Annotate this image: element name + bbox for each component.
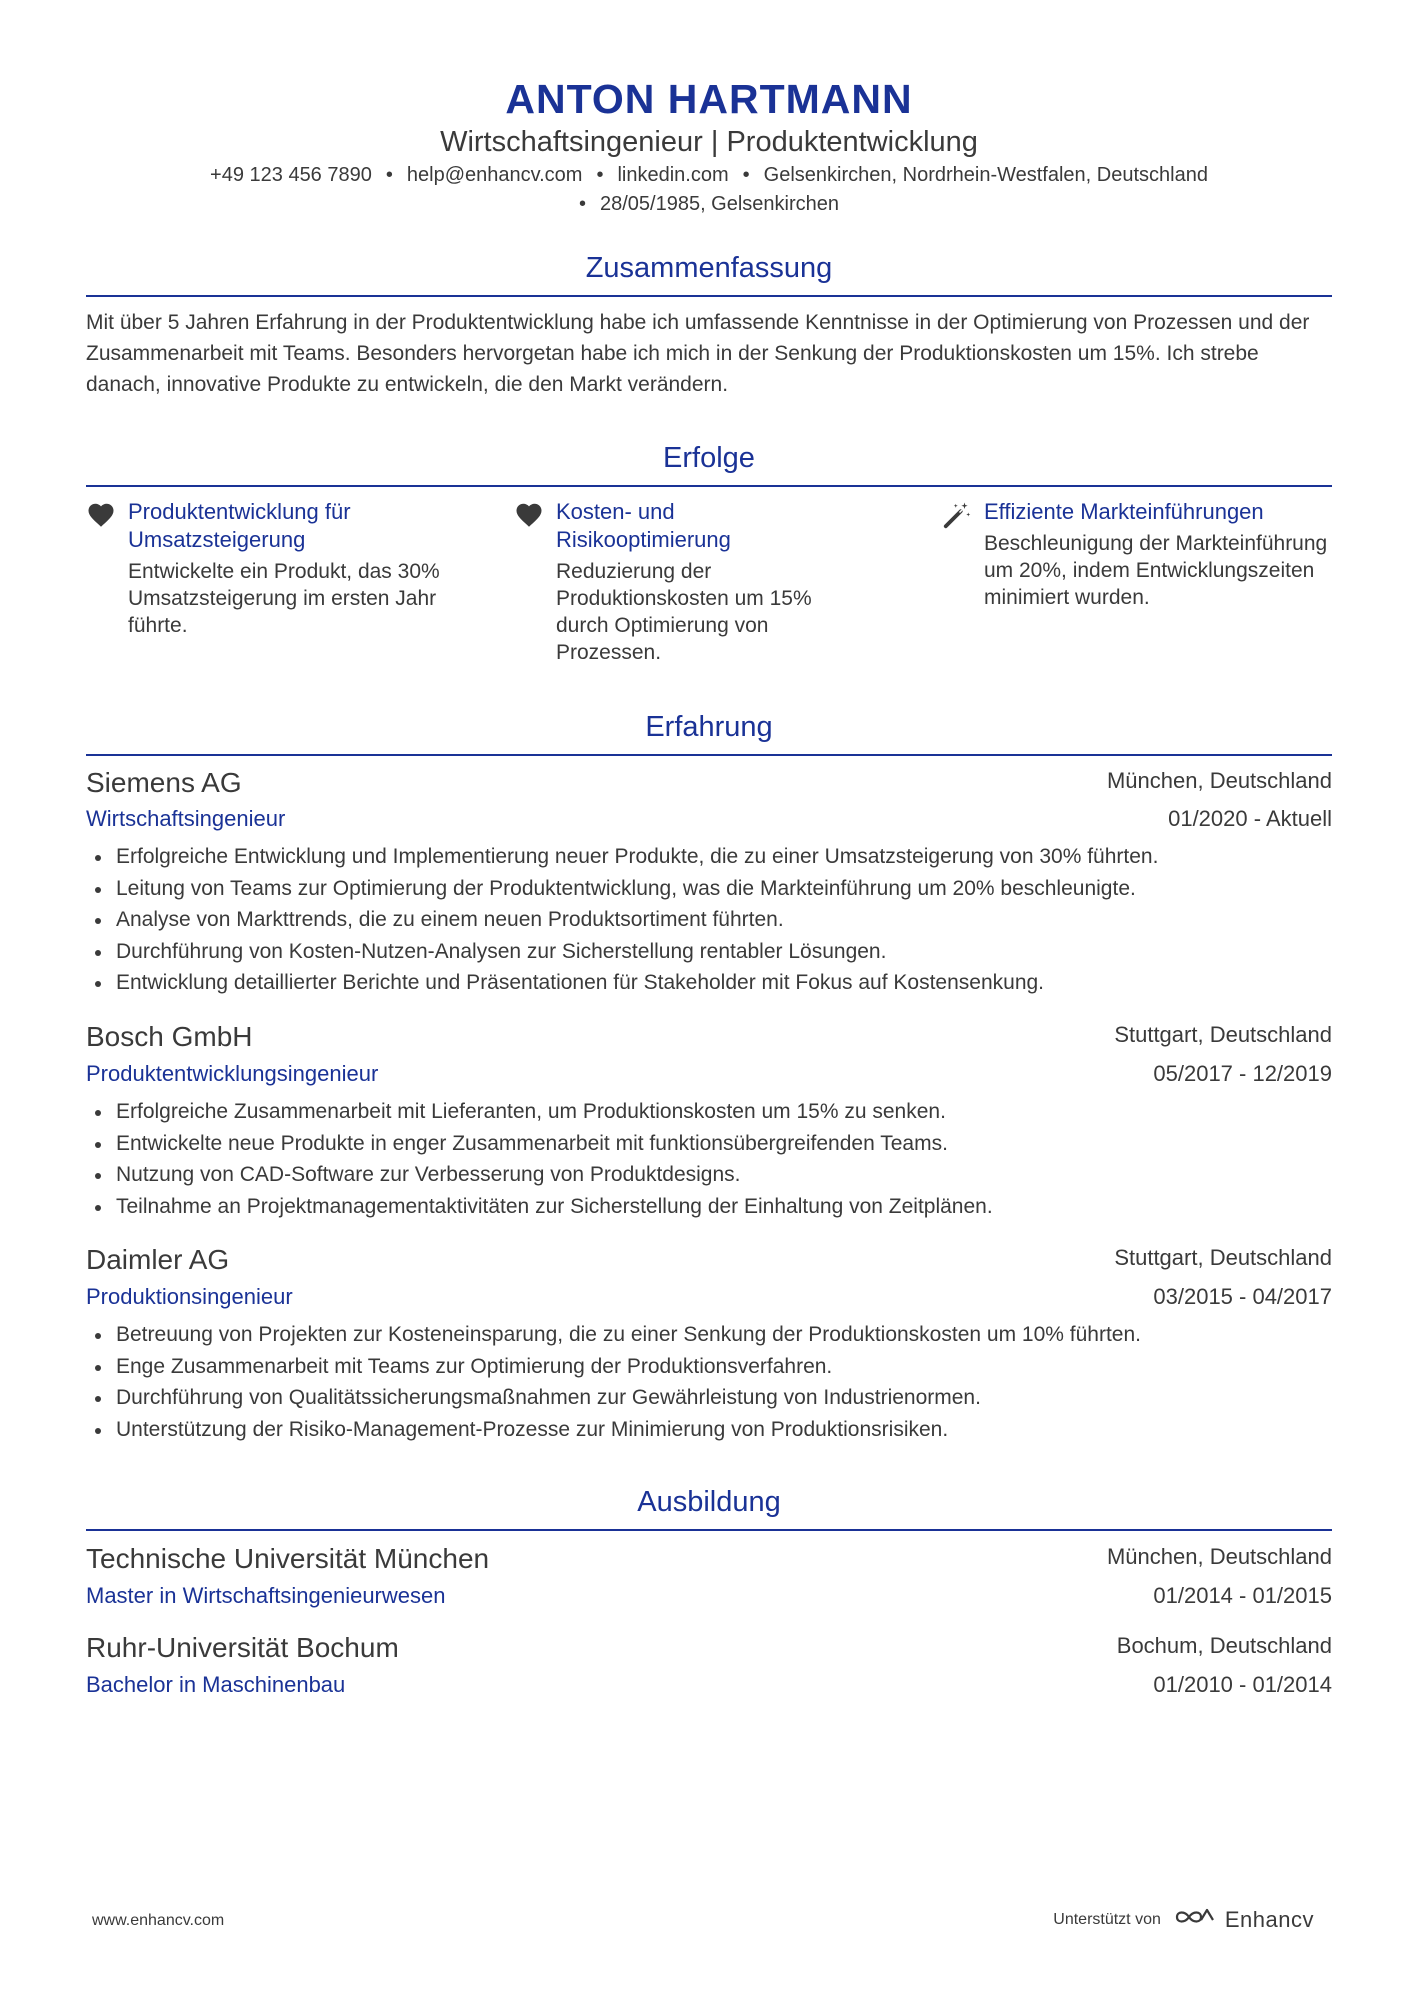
location-text: Gelsenkirchen, Nordrhein-Westfalen, Deutschland bbox=[763, 164, 1208, 186]
candidate-name: ANTON HARTMANN bbox=[505, 76, 913, 122]
job-bullet: Analyse von Markttrends, die zu einem neuen Produktsortiment führten. bbox=[86, 904, 1332, 936]
job-bullets bbox=[86, 1096, 1332, 1222]
job-bullet: Teilnahme an Projektmanagementaktivitäten zur Sicherstellung der Einhaltung von Zeitplänen. bbox=[86, 1191, 1332, 1223]
job-bullets bbox=[86, 1319, 1332, 1445]
heart-icon bbox=[86, 500, 116, 530]
achievement-item bbox=[514, 498, 914, 666]
job-bullet: Nutzung von CAD-Software zur Verbesserung von Produktdesigns. bbox=[86, 1159, 1332, 1191]
job-bullet: Erfolgreiche Entwicklung und Implementierung neuer Produkte, die zu einer Umsatzsteigerung von 30% führten. bbox=[86, 841, 1332, 873]
job-dates: 03/2015 - 04/2017 bbox=[1153, 1284, 1332, 1309]
summary-text: Mit über 5 Jahren Erfahrung in der Produktentwicklung habe ich umfassende Kenntnisse in der Optimierung von Prozessen und der Zusammenarbeit mit Teams. Besonders hervorgetan habe ich mich in der Senkung der Produktionskosten um 15%. Ich strebe danach, innovative Produkte zu entwickeln, die den Markt verändern. bbox=[86, 311, 1310, 396]
job-bullet: Entwicklung detaillierter Berichte und Präsentationen für Stakeholder mit Fokus auf Kostensenkung. bbox=[86, 967, 1332, 999]
footer-branding bbox=[1053, 1906, 1314, 1933]
company-name: Siemens AG bbox=[86, 767, 242, 798]
achievement-title: Produktentwicklung für Umsatzsteigerung bbox=[128, 499, 351, 552]
job-bullets bbox=[86, 841, 1332, 999]
achievement-desc: Entwickelte ein Produkt, das 30% Umsatzsteigerung im ersten Jahr führte. bbox=[128, 560, 440, 637]
school-location: München, Deutschland bbox=[1106, 1544, 1332, 1569]
achievement-desc: Reduzierung der Produktionskosten um 15% durch Optimierung von Prozessen. bbox=[556, 560, 812, 664]
job-bullet: Durchführung von Kosten-Nutzen-Analysen zur Sicherstellung rentabler Lösungen. bbox=[86, 936, 1332, 968]
job-dates: 05/2017 - 12/2019 bbox=[1153, 1061, 1332, 1086]
school-location: Bochum, Deutschland bbox=[1116, 1633, 1332, 1658]
experience-divider bbox=[86, 754, 1332, 756]
brand-name: Enhancv bbox=[1224, 1906, 1314, 1932]
candidate-subtitle: Wirtschaftsingenieur | Produktentwicklung bbox=[440, 126, 978, 158]
experience-heading: Erfahrung bbox=[645, 711, 773, 743]
company-name: Daimler AG bbox=[86, 1244, 230, 1275]
phone-text: +49 123 456 7890 bbox=[210, 164, 372, 186]
achievement-title: Kosten- und Risikooptimierung bbox=[556, 499, 731, 552]
school-name: Technische Universität München bbox=[86, 1543, 490, 1574]
education-dates: 01/2010 - 01/2014 bbox=[1153, 1672, 1332, 1697]
heart-icon bbox=[514, 500, 544, 530]
bullet-separator: • bbox=[385, 164, 393, 186]
achievements-divider bbox=[86, 485, 1332, 487]
job-role: Produktionsingenieur bbox=[86, 1284, 293, 1309]
job-bullet: Durchführung von Qualitätssicherungsmaßnahmen zur Gewährleistung von Industrienormen. bbox=[86, 1382, 1332, 1414]
summary-divider bbox=[86, 295, 1332, 297]
job-bullet: Leitung von Teams zur Optimierung der Produktentwicklung, was die Markteinführung um 20% beschleunigte. bbox=[86, 873, 1332, 905]
school-name: Ruhr-Universität Bochum bbox=[86, 1632, 399, 1663]
job-bullet: Betreuung von Projekten zur Kosteneinsparung, die zu einer Senkung der Produktionskosten um 10% führten. bbox=[86, 1319, 1332, 1351]
job-bullet: Enge Zusammenarbeit mit Teams zur Optimierung der Produktionsverfahren. bbox=[86, 1351, 1332, 1383]
resume-page bbox=[86, 0, 1332, 1995]
powered-by-text: Unterstützt von bbox=[1053, 1910, 1161, 1928]
achievement-item bbox=[942, 498, 1342, 611]
job-role: Produktentwicklungsingenieur bbox=[86, 1061, 379, 1086]
footer-website-link[interactable]: www.enhancv.com bbox=[92, 1912, 225, 1929]
company-name: Bosch GmbH bbox=[86, 1021, 253, 1052]
education-heading: Ausbildung bbox=[637, 1486, 781, 1518]
achievement-desc: Beschleunigung der Markteinführung um 20%, indem Entwicklungszeiten minimiert wurden. bbox=[984, 532, 1328, 609]
contact-line bbox=[146, 161, 1272, 190]
job-bullet: Unterstützung der Risiko-Management-Prozesse zur Minimierung von Produktionsrisiken. bbox=[86, 1414, 1332, 1446]
job-bullet: Erfolgreiche Zusammenarbeit mit Lieferanten, um Produktionskosten um 15% zu senken. bbox=[86, 1096, 1332, 1128]
bullet-separator: • bbox=[742, 164, 750, 186]
linkedin-link[interactable]: linkedin.com bbox=[617, 164, 729, 186]
job-location: München, Deutschland bbox=[1106, 768, 1332, 793]
achievement-item bbox=[86, 498, 486, 639]
bullet-separator: • bbox=[596, 164, 604, 186]
education-dates: 01/2014 - 01/2015 bbox=[1153, 1583, 1332, 1608]
job-location: Stuttgart, Deutschland bbox=[1114, 1245, 1332, 1270]
achievement-title: Effiziente Markteinführungen bbox=[984, 499, 1264, 524]
birth-text: 28/05/1985, Gelsenkirchen bbox=[599, 193, 840, 215]
enhancv-logo-icon bbox=[1173, 1906, 1217, 1933]
achievements-heading: Erfolge bbox=[663, 442, 755, 474]
summary-heading: Zusammenfassung bbox=[585, 252, 833, 284]
degree-name: Master in Wirtschaftsingenieurwesen bbox=[86, 1583, 446, 1608]
degree-name: Bachelor in Maschinenbau bbox=[86, 1672, 346, 1697]
bullet-separator: • bbox=[578, 193, 586, 215]
job-location: Stuttgart, Deutschland bbox=[1114, 1022, 1332, 1047]
contact-line-2 bbox=[146, 190, 1272, 219]
magic-wand-icon bbox=[942, 500, 972, 530]
job-bullet: Entwickelte neue Produkte in enger Zusammenarbeit mit funktionsübergreifenden Teams. bbox=[86, 1128, 1332, 1160]
education-divider bbox=[86, 1529, 1332, 1531]
job-dates: 01/2020 - Aktuell bbox=[1168, 806, 1332, 831]
job-role: Wirtschaftsingenieur bbox=[86, 806, 286, 831]
email-link[interactable]: help@enhancv.com bbox=[406, 164, 583, 186]
